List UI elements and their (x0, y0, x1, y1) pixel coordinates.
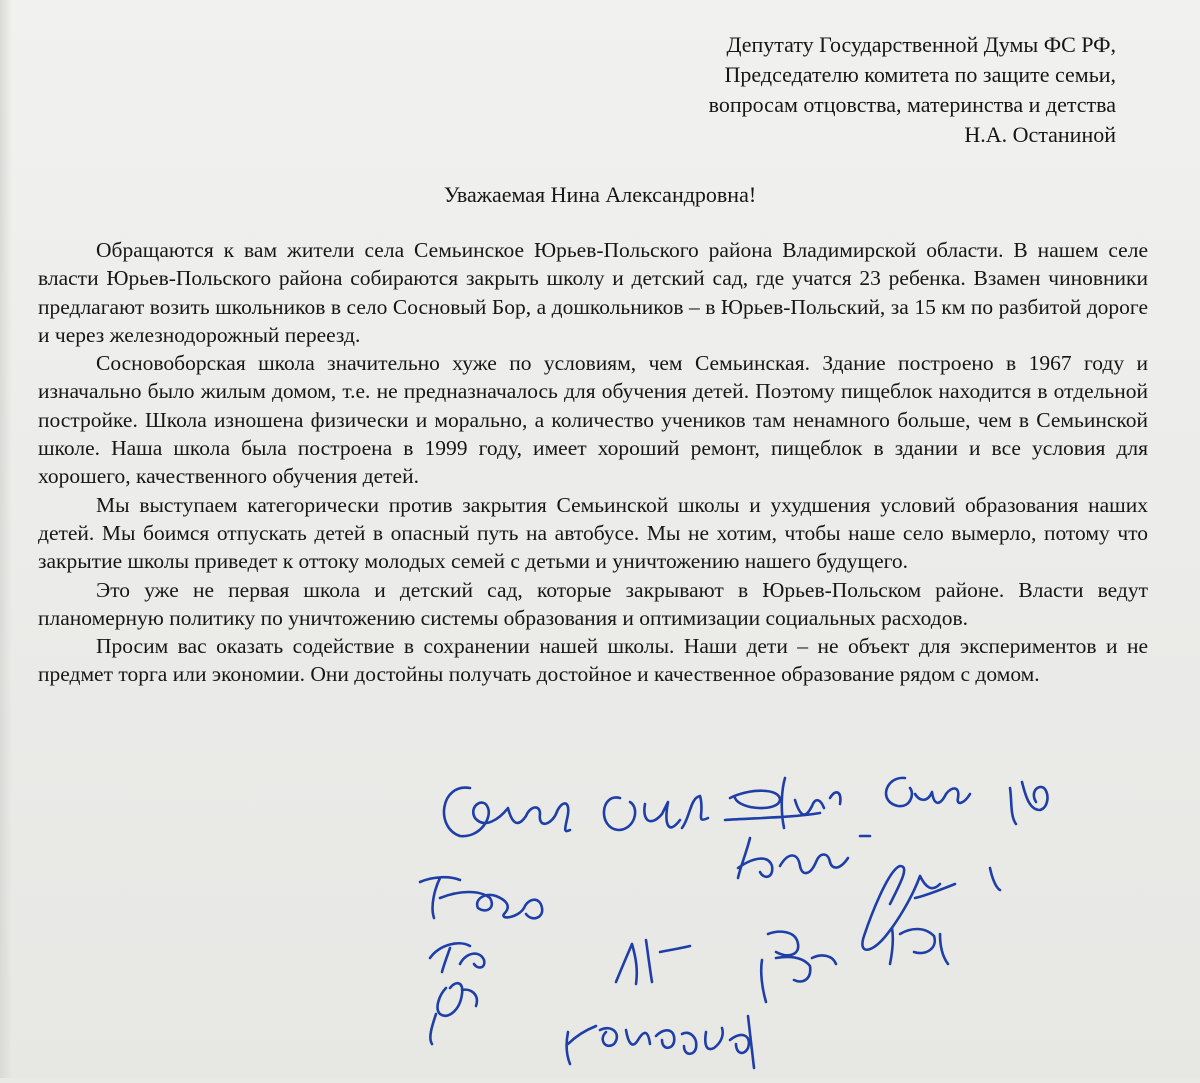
salutation: Уважаемая Нина Александровна! (443, 182, 757, 207)
body-paragraph: Сосновоборская школа значительно хуже по условиям, чем Семьинская. Здание построено в 1967 году и изначально было жилым домом, т.е. не предназначалось для обучения детей. Поэтому пищеблок находится в отдельной постройке. Школа изношена физически и морально, а количество учеников там ненамного больше, чем в Семьинской школе. Наша школа была построена в 1999 году, имеет хороший ремонт, пищеблок в здании и все условия для хорошего, качественного обучения детей. (38, 351, 1148, 489)
signature (430, 983, 477, 1044)
addressee-block (709, 30, 1116, 150)
signature (761, 932, 836, 1002)
signature (616, 940, 690, 984)
signature (420, 877, 542, 918)
signature (604, 796, 708, 830)
signature (567, 1016, 754, 1068)
signature (430, 943, 484, 972)
addressee-line: Председателю комитета по защите семьи, (724, 62, 1116, 87)
signature (444, 788, 570, 837)
addressee-line: Н.А. Останиной (964, 122, 1116, 147)
signature (738, 836, 870, 878)
signatures-area (400, 758, 1100, 1078)
handwritten-signatures (400, 758, 1100, 1078)
letter-body (38, 236, 1148, 689)
signature (725, 778, 840, 828)
body-paragraph: Обращаются к вам жители села Семьинское Юрьев-Польского района Владимирской области. В нашем селе власти Юрьев-Польского района собираются закрыть школу и детский сад, где учатся 23 ребенка. Взамен чиновники предлагают возить школьников в село Сосновый Бор, а дошкольников – в Юрьев-Польский, за 15 км по разбитой дороге и через железнодорожный переезд. (38, 238, 1148, 347)
signature (886, 778, 970, 806)
body-paragraph: Это уже не первая школа и детский сад, которые закрывают в Юрьев-Польском районе. Власти ведут планомерную политику по уничтожению системы образования и оптимизации социальных расходов. (38, 577, 1148, 630)
body-paragraph: Мы выступаем категорически против закрытия Семьинской школы и ухудшения условий образования наших детей. Мы боимся отпускать детей в опасный путь на автобусе. Мы не хотим, чтобы наше село вымерло, потому что закрытие школы приведет к оттоку молодых семей с детьми и уничтожению нашего будущего. (38, 492, 1148, 574)
body-paragraph: Просим вас оказать содействие в сохранении нашей школы. Наши дети – не объект для экспериментов и не предмет торга или экономии. Они достойны получать достойное и качественное образование рядом с домом. (38, 634, 1148, 687)
signature (1010, 782, 1047, 824)
addressee-line: вопросам отцовства, материнства и детства (708, 92, 1116, 117)
signature (890, 928, 948, 964)
addressee-line: Депутату Государственной Думы ФС РФ, (726, 32, 1116, 57)
signature (862, 866, 1000, 950)
